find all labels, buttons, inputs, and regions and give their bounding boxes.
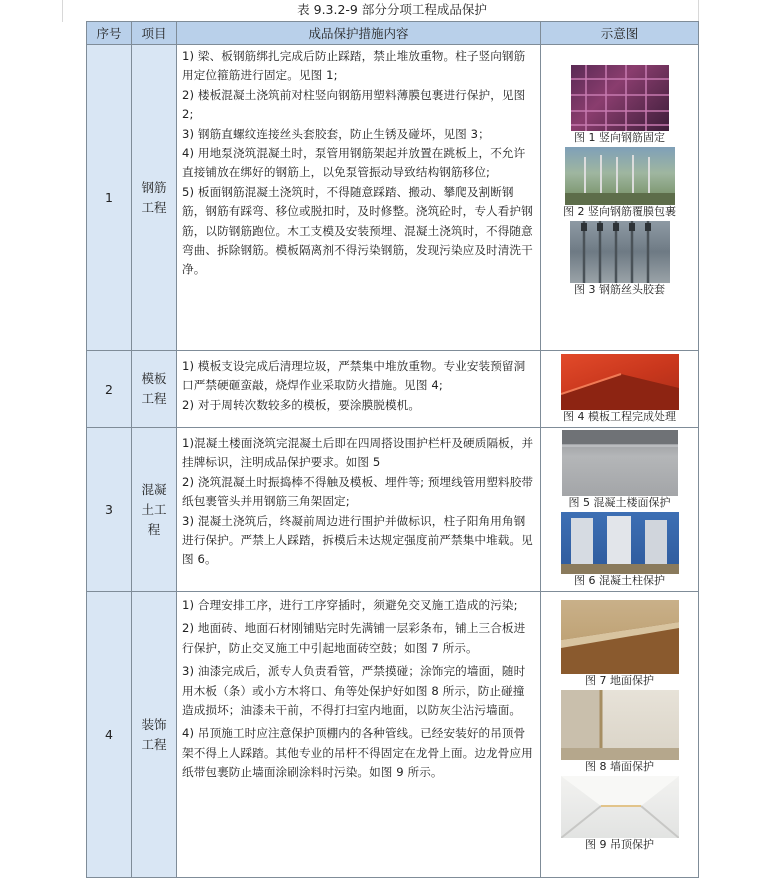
rebar-cage-photo [571,65,669,131]
measure-text: 4) 吊顶施工时应注意保护顶棚内的各种管线。已经安装好的吊顶骨架不得上人踩踏。其他专业的吊杆不得固定在龙骨上面。边龙骨应用纸带包裹防止墙面涂刷涂料时污染。如图 9 所示。 [182,726,533,780]
measure-text: 2) 浇筑混凝土时振捣棒不得触及模板、埋件等; 预埋线管用塑料胶带纸包裹管头并用钢筋三角架固定; [182,474,534,509]
row-item-label: 装饰 工程 [141,716,167,752]
measure-text: 1) 合理安排工序，进行工序穿插时，须避免交叉施工造成的污染; [182,598,518,612]
row-item [132,45,177,351]
measure-text: 2) 楼板混凝土浇筑前对柱竖向钢筋用塑料薄膜包裹进行保护，见图 2; [182,87,526,122]
formwork-photo [561,354,679,410]
measure-text: 1)混凝土楼面浇筑完混凝土后即在四周搭设围护栏杆及硬质隔板，并挂牌标识，注明成品保护要求。如图 5 [182,436,534,470]
row-content [177,351,541,428]
row-seq: 3 [87,428,132,592]
rebar-film-photo [565,147,675,205]
row-content [177,592,541,878]
figure-caption: 图 2 竖向钢筋覆膜包裹 [563,205,676,218]
row-figures [541,592,699,878]
figure-caption: 图 3 钢筋丝头胶套 [574,283,665,296]
row-item [132,592,177,878]
rebar-cap-photo [570,221,670,283]
header-figure: 示意图 [541,22,699,45]
measure-text: 2) 地面砖、地面石材刚铺贴完时先满铺一层彩条布，铺上三合板进行保护，防止交叉施工中引起地面砖空鼓；如图 7 所示。 [182,621,526,655]
header-item: 项目 [132,22,177,45]
measure-text: 1) 模板支设完成后清理垃圾，严禁集中堆放重物。专业安装预留洞口严禁硬砸蛮敲，烧焊作业采取防火措施。见图 4; [182,359,526,393]
figure-caption: 图 7 地面保护 [585,674,654,687]
row-content [177,45,541,351]
row-figures [541,45,699,351]
row-item-label: 钢筋 工程 [141,179,167,215]
row-item [132,351,177,428]
figure-caption: 图 1 竖向钢筋固定 [574,131,665,144]
table-row [87,428,699,592]
row-item-label: 混凝 土工 程 [141,481,167,537]
table-row [87,45,699,351]
header-seq: 序号 [87,22,132,45]
ceiling-protection-photo [561,776,679,838]
figure-caption: 图 8 墙面保护 [585,760,654,773]
figure-caption: 图 9 吊顶保护 [585,838,654,851]
figure-caption: 图 6 混凝土柱保护 [574,574,665,587]
row-seq: 1 [87,45,132,351]
row-item-label: 模板 工程 [141,371,167,406]
measure-text: 3) 混凝土浇筑后，终凝前周边进行围护并做标识，柱子阳角用角钢进行保护。严禁上人踩踏，拆模后未达规定强度前严禁集中堆载。见图 6。 [182,513,533,567]
measure-text: 2) 对于周转次数较多的模板，要涂膜脱模机。 [182,397,421,412]
measure-text: 3) 油漆完成后，派专人负责看管，严禁摸碰；涂饰完的墙面，随时用木板（条）或小方木将口、角等处保护好如图 8 所示，防止碰撞造成损坏；油漆未干前，不得打扫室内地面，以防灰尘沾污墙面。 [182,664,526,718]
row-seq: 4 [87,592,132,878]
concrete-column-photo [561,512,679,574]
figure-caption: 图 5 混凝土楼面保护 [568,496,671,509]
header-row [87,22,699,45]
concrete-floor-photo [562,430,678,496]
table-title: 表 9.3.2-9 部分分项工程成品保护 [297,2,487,17]
measure-text: 1) 梁、板钢筋绑扎完成后防止踩踏，禁止堆放重物。柱子竖向钢筋用定位箍筋进行固定。见图 1; [182,49,526,83]
row-content [177,428,541,592]
wall-protection-photo [561,690,679,760]
measure-text: 4) 用地泵浇筑混凝土时，泵管用钢筋架起并放置在跳板上，不允许直接铺放在绑好的钢筋上，以免泵管振动导致结构钢筋移位; [182,146,526,180]
row-figures [541,428,699,592]
row-seq: 2 [87,351,132,428]
measure-text: 3) 钢筋直螺纹连接丝头套胶套，防止生锈及碰坏，见图 3； [182,126,490,141]
row-figures [541,351,699,428]
row-item [132,428,177,592]
measure-text: 5) 板面钢筋混凝土浇筑时，不得随意踩踏、搬动、攀爬及割断钢筋，钢筋有踩弯、移位或脱扣时，及时修整。浇筑砼时，专人看护钢筋，以防钢筋跑位。木工支模及安装预埋、混凝土浇筑时，不得随意弯曲、拆除钢筋。模板隔离剂不得污染钢筋，发现污染应及时清洗干净。 [182,184,533,277]
page-margin-line [62,0,63,22]
figure-caption: 图 4 模板工程完成处理 [563,410,676,423]
header-content: 成品保护措施内容 [177,22,541,45]
table-row [87,592,699,878]
table-row [87,351,699,428]
page-margin-line [698,0,699,22]
floor-protection-photo [561,600,679,674]
protection-table [86,21,699,878]
